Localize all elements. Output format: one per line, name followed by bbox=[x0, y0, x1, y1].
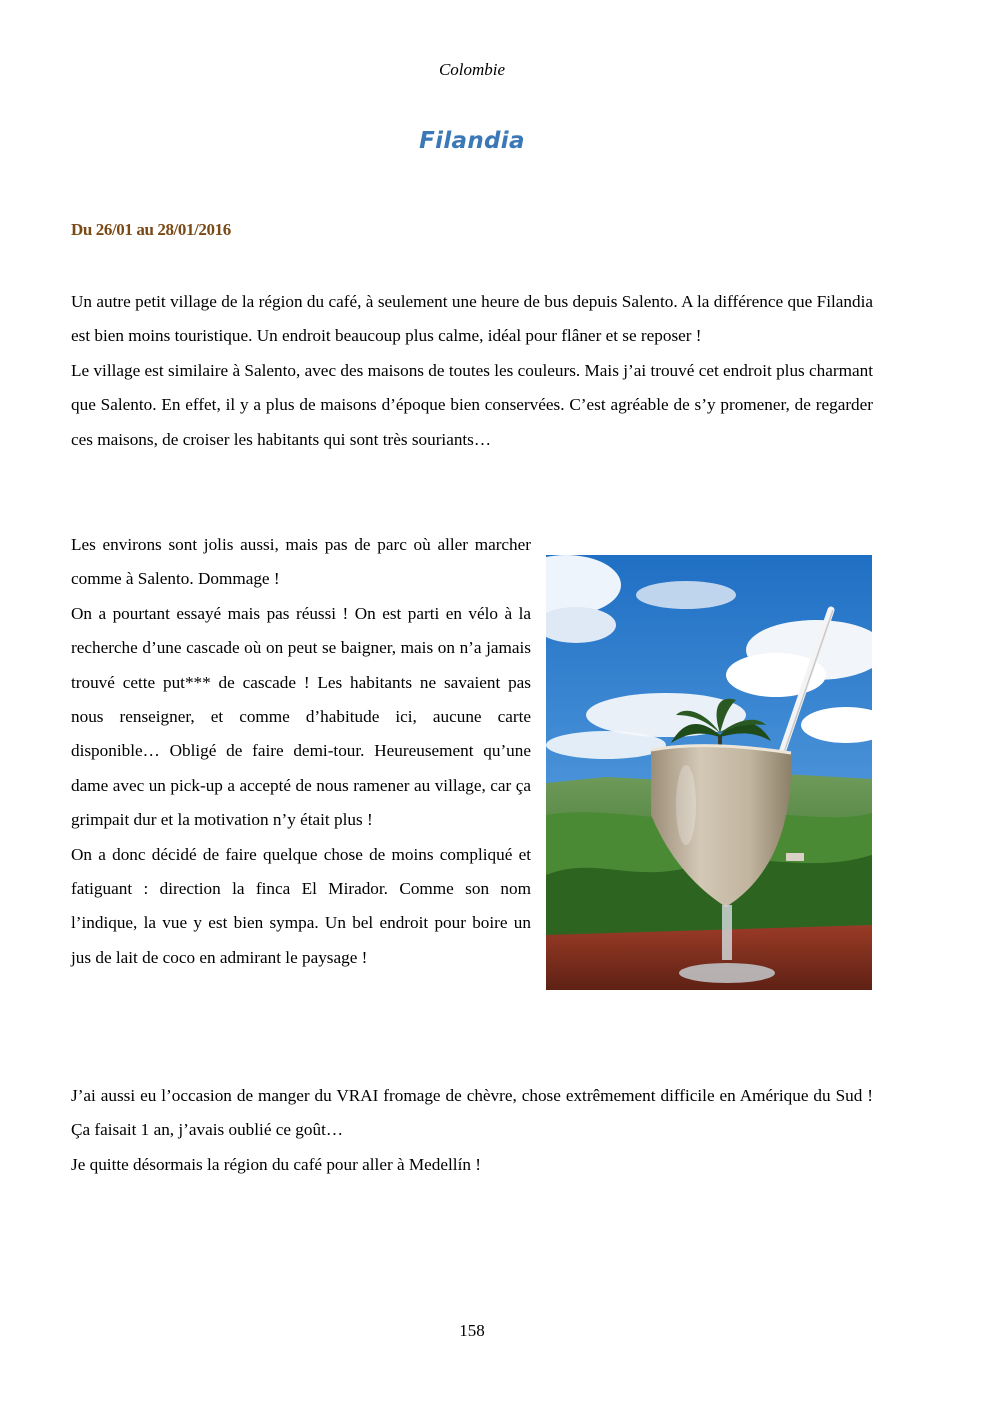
intro-paragraph-1: Un autre petit village de la région du café, à seulement une heure de bus depuis Salento. A la différence que Filandia est bien moins touristique. Un endroit beaucoup plus calme, idéal pour flâner et se reposer ! bbox=[71, 292, 873, 346]
environs-paragraph-1: Les environs sont jolis aussi, mais pas de parc où aller marcher comme à Salento. Dommage ! bbox=[71, 535, 531, 589]
environs-paragraph-3: On a donc décidé de faire quelque chose de moins compliqué et fatiguant : direction la finca El Mirador. Comme son nom l’indique, la vue y est bien sympa. Un bel endroit pour boire un jus de lait de coco en admirant le paysage ! bbox=[71, 844, 531, 967]
outro-paragraph-1: J’ai aussi eu l’occasion de manger du VRAI fromage de chèvre, chose extrêmement difficile en Amérique du Sud ! Ça faisait 1 an, j’avais oublié ce goût… bbox=[71, 1086, 873, 1140]
page-title: Filandia bbox=[419, 128, 525, 154]
outro-paragraph-2: Je quitte désormais la région du café pour aller à Medellín ! bbox=[71, 1154, 481, 1174]
outro-section bbox=[71, 1079, 873, 1182]
date-range: Du 26/01 au 28/01/2016 bbox=[71, 220, 231, 239]
page-number: 158 bbox=[459, 1321, 485, 1340]
intro-section bbox=[71, 285, 873, 457]
running-header: Colombie bbox=[438, 60, 506, 79]
coconut-drink-photo bbox=[546, 555, 872, 990]
environs-section bbox=[71, 528, 531, 975]
intro-paragraph-2: Le village est similaire à Salento, avec des maisons de toutes les couleurs. Mais j’ai trouvé cet endroit plus charmant que Salento. En effet, il y a plus de maisons d’époque bien conservées. C’est agréable de s’y promener, de regarder ces maisons, de croiser les habitants qui sont très souriants… bbox=[71, 360, 873, 449]
environs-paragraph-2: On a pourtant essayé mais pas réussi ! On est parti en vélo à la recherche d’une cascade où on peut se baigner, mais on n’a jamais trouvé cette put*** de cascade ! Les habitants ne savaient pas nous renseigner, et comme d’habitude ici, aucune carte disponible… Obligé de faire demi-tour. Heureusement qu’une dame avec un pick-up a accepté de nous ramener au village, car ça grimpait dur et la motivation n’y était plus ! bbox=[71, 603, 531, 830]
